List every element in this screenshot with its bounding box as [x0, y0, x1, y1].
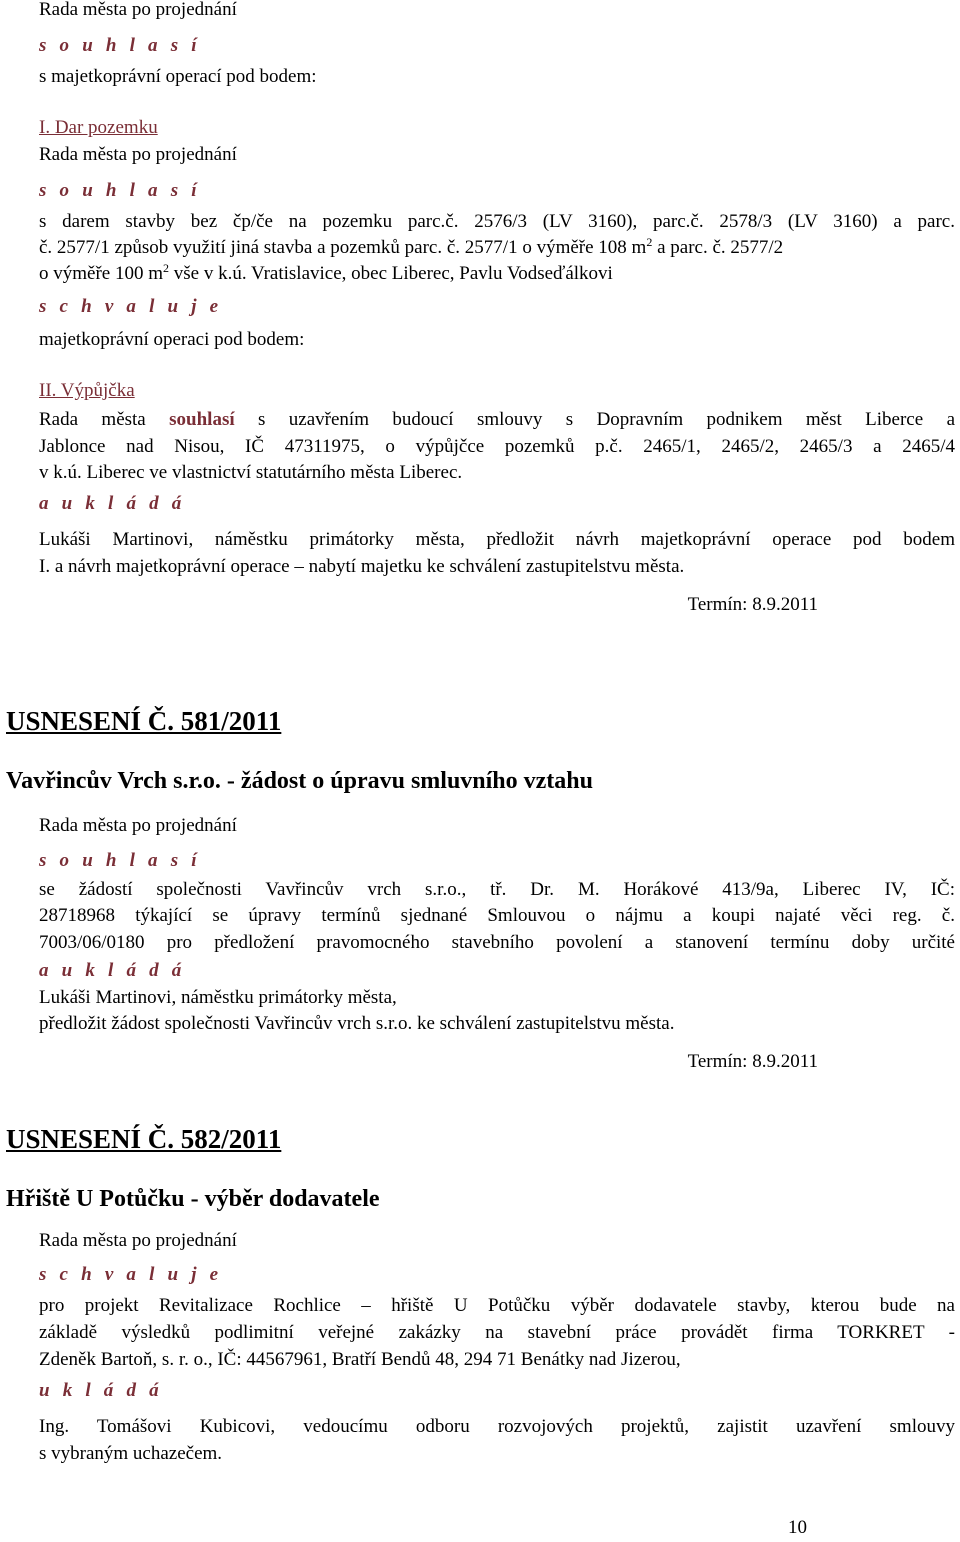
resolution-subject: Vavřincův Vrch s.r.o. - žádost o úpravu smluvního vztahu — [6, 768, 593, 794]
souhlasi-verb: s o u h l a s í — [39, 35, 201, 56]
paragraph-line: 28718968 týkající se úpravy termínů sjednané Smlouvou o nájmu a koupi najaté věci reg. č. — [39, 905, 955, 926]
paragraph-line: základě výsledků podlimitní veřejné zakázky na stavební práce provádět firma TORKRET - — [39, 1322, 955, 1343]
souhlasi-verb: s o u h l a s í — [39, 180, 201, 201]
uklada-verb: a u k l á d á — [39, 960, 186, 981]
rada-line: Rada města po projednání — [39, 1230, 237, 1251]
paragraph-line: Lukáši Martinovi, náměstku primátorky města, — [39, 987, 397, 1008]
paragraph-line: s darem stavby bez čp/če na pozemku parc.č. 2576/3 (LV 3160), parc.č. 2578/3 (LV 3160) a parc. — [39, 211, 955, 232]
deadline: Termín: 8.9.2011 — [687, 594, 818, 615]
paragraph-line: s vybraným uchazečem. — [39, 1443, 223, 1464]
page-number: 10 — [788, 1517, 807, 1538]
rada-line: Rada města po projednání — [39, 144, 237, 165]
paragraph-line: předložit žádost společnosti Vavřincův vrch s.r.o. ke schválení zastupitelstvu města. — [39, 1013, 675, 1034]
paragraph-line: se žádostí společnosti Vavřincův vrch s.r.o., tř. Dr. M. Horákové 413/9a, Liberec IV, IČ: — [39, 879, 955, 900]
paragraph-line: s majetkoprávní operací pod bodem: — [39, 66, 317, 87]
paragraph-line: Lukáši Martinovi, náměstku primátorky města, předložit návrh majetkoprávní operace pod bodem — [39, 529, 955, 550]
rada-line: Rada města po projednání — [39, 815, 237, 836]
paragraph-line: v k.ú. Liberec ve vlastnictví statutárního města Liberec. — [39, 462, 463, 483]
schvaluje-verb: s c h v a l u j e — [39, 1264, 223, 1285]
paragraph-line: pro projekt Revitalizace Rochlice – hřiště U Potůčku výběr dodavatele stavby, kterou bude na — [39, 1295, 955, 1316]
paragraph-line: Jablonce nad Nisou, IČ 47311975, o výpůjčce pozemků p.č. 2465/1, 2465/2, 2465/3 a 2465/4 — [39, 436, 955, 457]
section-heading-dar: I. Dar pozemku — [39, 117, 158, 138]
paragraph-line: Ing. Tomášovi Kubicovi, vedoucímu odboru rozvojových projektů, zajistit uzavření smlouvy — [39, 1416, 955, 1437]
paragraph-line: I. a návrh majetkoprávní operace – nabytí majetku ke schválení zastupitelstvu města. — [39, 556, 685, 577]
paragraph-line: Rada města souhlasí s uzavřením budoucí smlouvy s Dopravním podnikem měst Liberce a — [39, 409, 955, 430]
resolution-subject: Hřiště U Potůčku - výběr dodavatele — [6, 1186, 380, 1212]
souhlasi-verb: s o u h l a s í — [39, 850, 201, 871]
paragraph-line: č. 2577/1 způsob využití jiná stavba a pozemků parc. č. 2577/1 o výměře 108 $m^2$ a parc. č. 2577/2 — [39, 235, 784, 258]
schvaluje-verb: s c h v a l u j e — [39, 296, 223, 317]
paragraph-line: majetkoprávní operaci pod bodem: — [39, 329, 305, 350]
section-heading-vypujcka: II. Výpůjčka — [39, 380, 135, 401]
uklada-verb: u k l á d á — [39, 1380, 163, 1401]
rada-line: Rada města po projednání — [39, 0, 237, 20]
paragraph-line: 7003/06/0180 pro předložení pravomocného stavebního povolení a stanovení termínu doby určité — [39, 932, 955, 953]
resolution-title: USNESENÍ Č. 582/2011 — [6, 1124, 282, 1154]
deadline: Termín: 8.9.2011 — [687, 1051, 818, 1072]
resolution-title: USNESENÍ Č. 581/2011 — [6, 706, 282, 736]
uklada-verb: a u k l á d á — [39, 493, 186, 514]
paragraph-line: o výměře 100 $m^2$ vše v k.ú. Vratislavice, obec Liberec, Pavlu Vodseďálkovi — [39, 261, 613, 284]
paragraph-line: Zdeněk Bartoň, s. r. o., IČ: 44567961, Bratří Bendů 48, 294 71 Benátky nad Jizerou, — [39, 1349, 681, 1370]
